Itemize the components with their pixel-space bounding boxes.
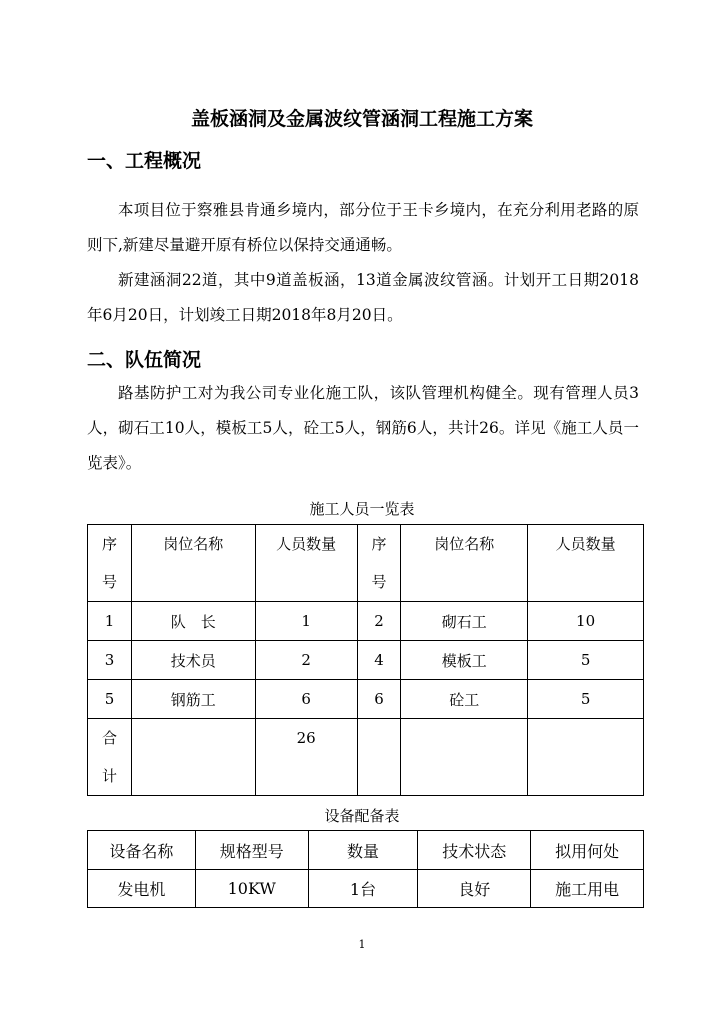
document-title: 盖板涵洞及金属波纹管涵洞工程施工方案 <box>190 108 533 130</box>
cell-count: 5 <box>528 641 644 680</box>
cell-equipment-name: 发电机 <box>88 870 196 908</box>
cell-index: 2 <box>357 602 401 641</box>
equipment-table-caption: 设备配备表 <box>324 807 400 825</box>
overview-paragraph-1: 本项目位于察雅县肯通乡境内，部分位于王卡乡境内，在充分利用老路的原则下,新建尽量避开原有桥位以保持交通通畅。 <box>87 201 639 254</box>
cell-position: 模板工 <box>401 641 528 680</box>
table-row <box>88 602 644 641</box>
staff-table-header-row <box>88 525 644 602</box>
staff-table-total-row <box>88 719 644 796</box>
cell-count: 10 <box>528 602 644 641</box>
cell-position: 技术员 <box>131 641 255 680</box>
staff-table <box>87 524 644 796</box>
header-index: 序 号 <box>88 525 132 602</box>
total-empty <box>357 719 401 796</box>
total-empty <box>401 719 528 796</box>
header-spec: 规格型号 <box>195 831 308 870</box>
cell-position: 队 长 <box>131 602 255 641</box>
cell-position: 砌石工 <box>401 602 528 641</box>
cell-condition: 良好 <box>418 870 531 908</box>
header-position: 岗位名称 <box>401 525 528 602</box>
header-equipment-name: 设备名称 <box>88 831 196 870</box>
total-value: 26 <box>255 719 357 796</box>
header-position: 岗位名称 <box>131 525 255 602</box>
header-quantity: 数量 <box>308 831 418 870</box>
cell-position: 砼工 <box>401 680 528 719</box>
cell-count: 6 <box>255 680 357 719</box>
page-number: 1 <box>358 938 366 951</box>
cell-index: 3 <box>88 641 132 680</box>
staff-table-caption: 施工人员一览表 <box>309 500 415 518</box>
total-empty <box>131 719 255 796</box>
cell-index: 1 <box>88 602 132 641</box>
header-count: 人员数量 <box>255 525 357 602</box>
cell-quantity: 1台 <box>308 870 418 908</box>
cell-count: 1 <box>255 602 357 641</box>
cell-spec: 10KW <box>195 870 308 908</box>
total-label: 合 计 <box>88 719 132 796</box>
header-count: 人员数量 <box>528 525 644 602</box>
cell-count: 5 <box>528 680 644 719</box>
header-condition: 技术状态 <box>418 831 531 870</box>
section-heading-overview: 一、工程概况 <box>87 150 202 172</box>
table-row <box>88 641 644 680</box>
table-row <box>88 870 644 908</box>
cell-position: 钢筋工 <box>131 680 255 719</box>
header-usage: 拟用何处 <box>531 831 644 870</box>
total-empty <box>528 719 644 796</box>
cell-index: 4 <box>357 641 401 680</box>
cell-count: 2 <box>255 641 357 680</box>
cell-usage: 施工用电 <box>531 870 644 908</box>
header-index: 序 号 <box>357 525 401 602</box>
overview-paragraph-2: 新建涵洞22道，其中9道盖板涵，13道金属波纹管涵。计划开工日期2018年6月20日，计划竣工日期2018年8月20日。 <box>87 271 639 324</box>
table-row <box>88 680 644 719</box>
equipment-table <box>87 830 644 908</box>
team-paragraph-1: 路基防护工对为我公司专业化施工队，该队管理机构健全。现有管理人员3人，砌石工10人，模板工5人，砼工5人，钢筋6人，共计26。详见《施工人员一览表》。 <box>87 384 639 472</box>
cell-index: 6 <box>357 680 401 719</box>
cell-index: 5 <box>88 680 132 719</box>
section-heading-team: 二、队伍简况 <box>87 349 202 371</box>
equipment-table-header-row <box>88 831 644 870</box>
